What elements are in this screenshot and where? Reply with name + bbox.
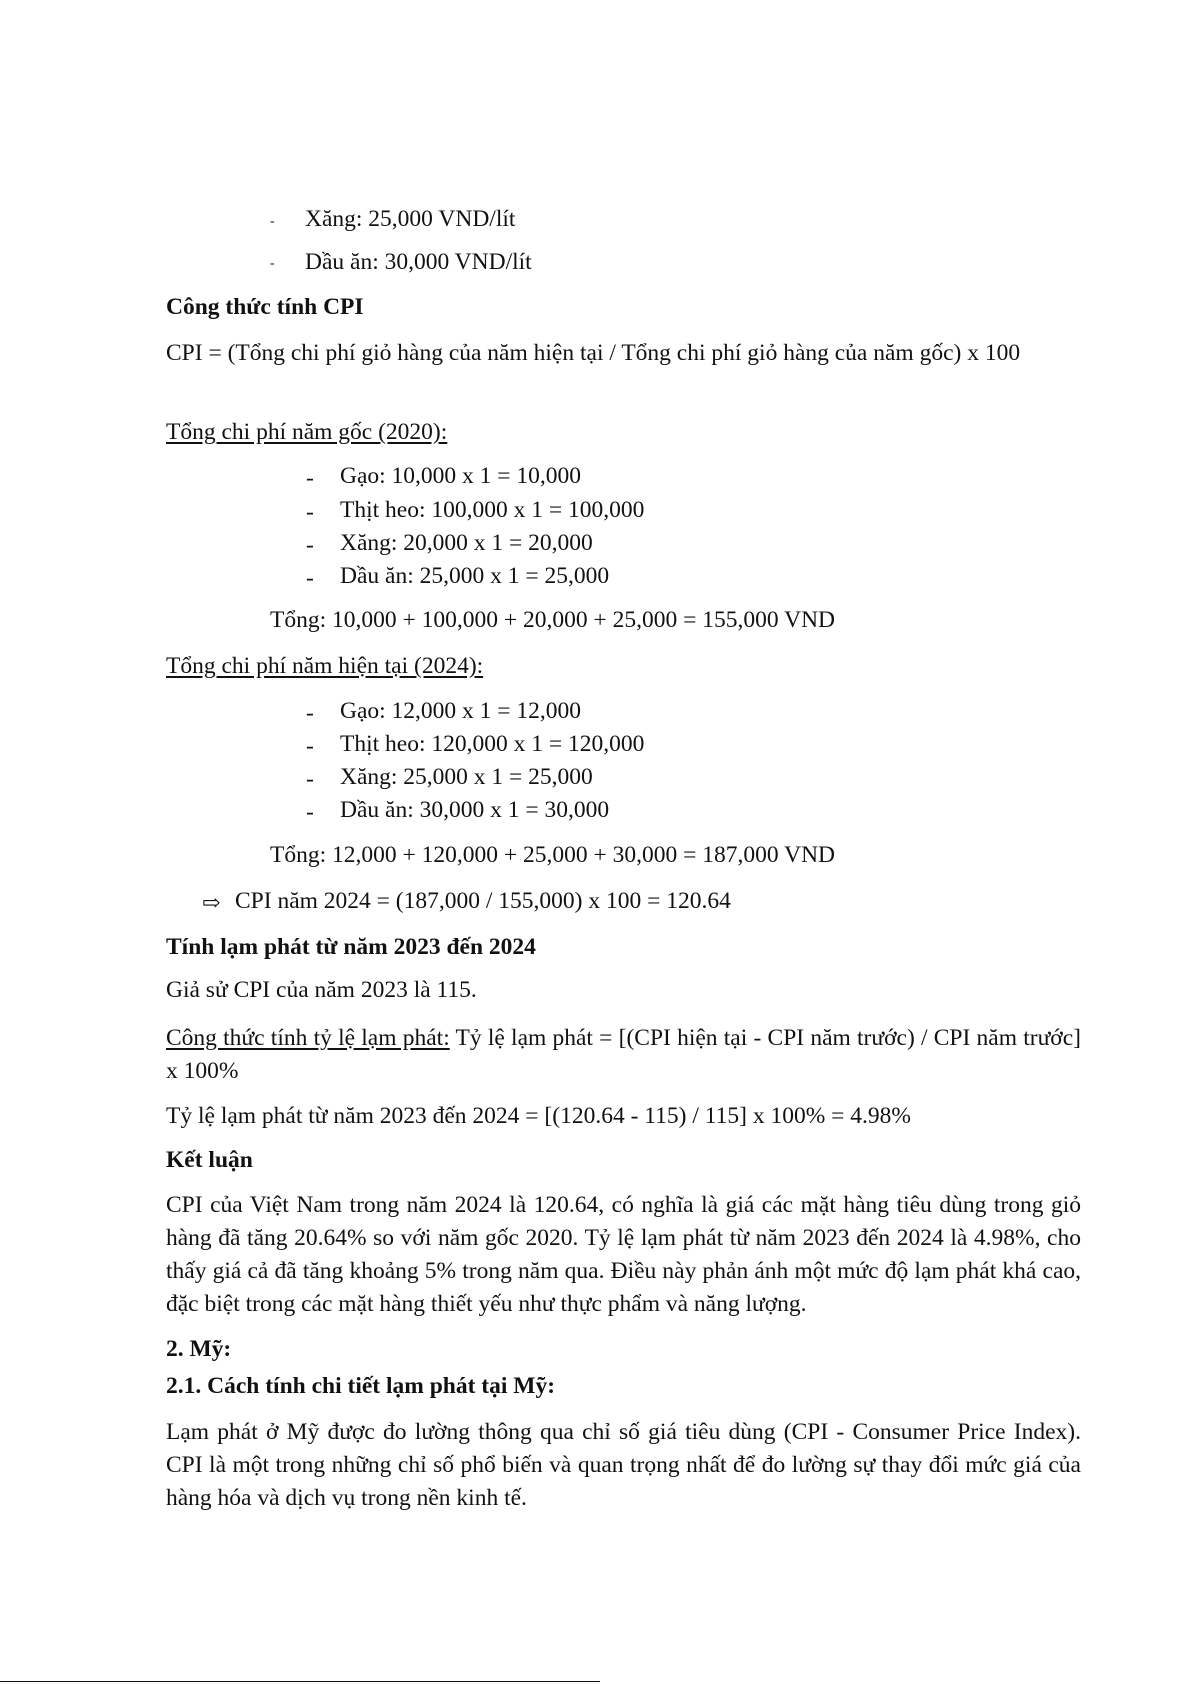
footer-divider: [0, 1681, 600, 1682]
inflation-formula-label: Công thức tính tỷ lệ lạm phát:: [166, 1025, 450, 1051]
list-bullet: -: [306, 799, 314, 825]
list-bullet: -: [306, 532, 314, 558]
list-item: Xăng: 20,000 x 1 = 20,000: [340, 530, 593, 556]
arrow-right-icon: ⇨: [202, 890, 221, 915]
inflation-result: Tỷ lệ lạm phát từ năm 2023 đến 2024 = [(120.64 - 115) / 115] x 100% = 4.98%: [166, 1103, 911, 1129]
section-heading-conclusion: Kết luận: [166, 1147, 253, 1173]
list-bullet: -: [270, 256, 275, 271]
list-bullet: -: [270, 214, 275, 229]
cpi-formula-text: CPI = (Tổng chi phí giỏ hàng của năm hiện tại / Tổng chi phí giỏ hàng của năm gốc) x 100: [166, 340, 1021, 366]
base-year-title: Tổng chi phí năm gốc (2020):: [166, 419, 448, 445]
list-item: Gạo: 12,000 x 1 = 12,000: [340, 698, 582, 724]
section-heading-inflation: Tính lạm phát từ năm 2023 đến 2024: [166, 934, 536, 960]
current-year-title: Tổng chi phí năm hiện tại (2024):: [166, 653, 484, 679]
subsection-heading-usa-method: 2.1. Cách tính chi tiết lạm phát tại Mỹ:: [166, 1373, 556, 1399]
inflation-formula-text: Tỷ lệ lạm phát = [(CPI hiện tại - CPI năm trước) / CPI năm trước] x 100%: [166, 1025, 1081, 1084]
list-item: Dầu ăn: 30,000 VND/lít: [305, 249, 532, 275]
list-item: Thịt heo: 100,000 x 1 = 100,000: [340, 497, 645, 523]
list-bullet: -: [306, 766, 314, 792]
conclusion-paragraph: CPI của Việt Nam trong năm 2024 là 120.64, có nghĩa là giá các mặt hàng tiêu dùng trong giỏ hàng đã tăng 20.64% so với năm gốc 2020. Tỷ lệ lạm phát từ năm 2023 đến 2024 là 4.98%, cho thấy giá cả đã tăng khoảng 5% trong năm qua. Điều này phản ánh một mức độ lạm phát khá cao, đặc biệt trong các mặt hàng thiết yếu như thực phẩm và năng lượng.: [166, 1192, 1081, 1317]
list-item: Xăng: 25,000 x 1 = 25,000: [340, 764, 593, 790]
base-year-total: Tổng: 10,000 + 100,000 + 20,000 + 25,000 = 155,000 VND: [270, 607, 836, 633]
list-bullet: -: [306, 565, 314, 591]
list-bullet: -: [306, 700, 314, 726]
cpi-result: CPI năm 2024 = (187,000 / 155,000) x 100 = 120.64: [235, 888, 731, 914]
list-bullet: -: [306, 499, 314, 525]
list-item: Gạo: 10,000 x 1 = 10,000: [340, 463, 582, 489]
inflation-assumption: Giả sử CPI của năm 2023 là 115.: [166, 977, 477, 1003]
section-heading-cpi-formula: Công thức tính CPI: [166, 294, 364, 320]
list-bullet: -: [306, 465, 314, 491]
current-year-total: Tổng: 12,000 + 120,000 + 25,000 + 30,000 = 187,000 VND: [270, 842, 836, 868]
list-item: Xăng: 25,000 VND/lít: [305, 206, 516, 232]
inflation-formula: [166, 1022, 1081, 1088]
list-item: Thịt heo: 120,000 x 1 = 120,000: [340, 731, 645, 757]
list-bullet: -: [306, 733, 314, 759]
usa-paragraph: Lạm phát ở Mỹ được đo lường thông qua chỉ số giá tiêu dùng (CPI - Consumer Price Index). CPI là một trong những chỉ số phổ biến và quan trọng nhất để đo lường sự thay đổi mức giá của hàng hóa và dịch vụ trong nền kinh tế.: [166, 1419, 1081, 1511]
list-item: Dầu ăn: 25,000 x 1 = 25,000: [340, 563, 610, 589]
section-heading-usa: 2. Mỹ:: [166, 1336, 232, 1362]
list-item: Dầu ăn: 30,000 x 1 = 30,000: [340, 797, 610, 823]
